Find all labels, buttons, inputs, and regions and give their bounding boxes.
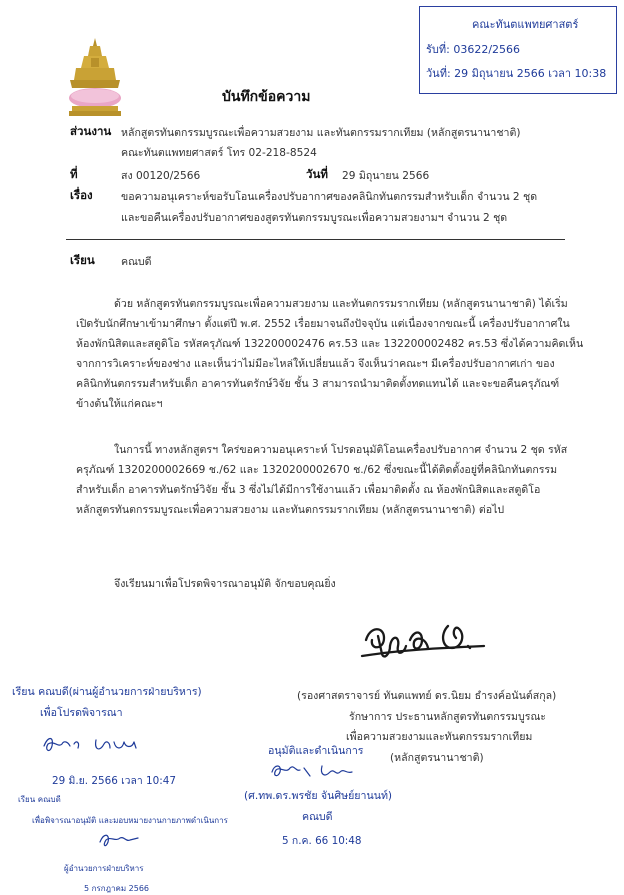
- body-p1-line-3: ห้องพักนิสิตและสตูดิโอ รหัสครุภัณฑ์ 132200002476 คร.53 และ 132200002482 คร.53 ซึ่งได้ความคิดเห็น: [76, 338, 584, 350]
- subject-line-2: และขอคืนเครื่องปรับอากาศของสูตรทันตกรรมบูรณะเพื่อความสวยงามฯ จำนวน 2 ชุด: [121, 212, 508, 224]
- date-value: 29 มิถุนายน 2566: [342, 170, 430, 182]
- route-for-consider: เพื่อโปรดพิจารณา: [40, 707, 123, 719]
- addressee-value: คณบดี: [121, 256, 152, 268]
- dept-label: ส่วนงาน: [70, 124, 112, 138]
- author-signature: [360, 610, 490, 670]
- subject-label: เรื่อง: [70, 188, 93, 202]
- body-p2-line-3: สำหรับเด็ก อาคารทันตรักษ์วิจัย ชั้น 3 ซึ่งไม่ได้มีการใช้งานแล้ว เพื่อมาติดตั้ง ณ ห้องพักนิสิตและสตูดิโอ: [76, 484, 541, 496]
- body-p1-line-2: เปิดรับนักศึกษาเข้ามาศึกษา ตั้งแต่ปี พ.ศ. 2552 เรื่อยมาจนถึงปัจจุบัน แต่เนื่องจากขณะนี้ เครื่องปรับอากาศใน: [76, 318, 570, 330]
- receipt-stamp: [419, 6, 617, 94]
- stamp-date: วันที่: 29 มิถุนายน 2566 เวลา 10:38: [426, 67, 607, 80]
- dean-date: 5 ก.ค. 66 10:48: [282, 835, 362, 847]
- subject-line-1: ขอความอนุเคราะห์ขอรับโอนเครื่องปรับอากาศของคลินิกทันตกรรมสำหรับเด็ก จำนวน 2 ชุด: [121, 191, 538, 203]
- addressee-label: เรียน: [70, 253, 95, 267]
- small-to-dean: เรียน คณบดี: [18, 795, 61, 804]
- body-p2-line-2: ครุภัณฑ์ 1320200002669 ช./62 และ 1320200002670 ช./62 ซึ่งขณะนี้ได้ติดตั้งอยู่ที่คลินิกทันตกรรม: [76, 464, 558, 476]
- approve-note: อนุมัติและดำเนินการ: [268, 745, 364, 757]
- header-divider: [66, 239, 565, 240]
- stamp-org: คณะทันตแพทยศาสตร์: [472, 18, 579, 31]
- body-p2-line-1: ในการนี้ ทางหลักสูตรฯ ใคร่ขอความอนุเคราะห์ โปรดอนุมัติโอนเครื่องปรับอากาศ จำนวน 2 ชุด รหัส: [114, 444, 568, 456]
- body-p1-line-4: จากการวิเคราะห์ของช่าง และเห็นว่าไม่มีอะไหล่ให้เปลี่ยนแล้ว จึงเห็นว่าคณะฯ มีเครื่องปรับอากาศเก่า ของ: [76, 358, 555, 370]
- director-date: 5 กรกฎาคม 2566: [84, 884, 150, 893]
- clerk-signature: [40, 730, 150, 760]
- signatory-title-3: (หลักสูตรนานาชาติ): [390, 752, 484, 764]
- body-p1-line-6: ข้างต้นให้แก่คณะฯ: [76, 398, 163, 410]
- stamp-receipt-no: รับที่: 03622/2566: [426, 43, 521, 56]
- date-label: วันที่: [306, 167, 328, 181]
- small-assign-note: เพื่อพิจารณาอนุมัติ และมอบหมายงานกายภาพดำเนินการ: [32, 816, 228, 825]
- dean-signature: [266, 756, 366, 786]
- signatory-title-1: รักษาการ ประธานหลักสูตรทันตกรรมบูรณะ: [349, 711, 546, 723]
- dean-name: (ศ.ทพ.ดร.พรชัย จันศิษย์ยานนท์): [244, 790, 393, 802]
- clerk-date: 29 มิ.ย. 2566 เวลา 10:47: [52, 775, 176, 787]
- route-to-dean: เรียน คณบดี(ผ่านผู้อำนวยการฝ่ายบริหาร): [12, 686, 202, 698]
- signatory-name: (รองศาสตราจารย์ ทันตแพทย์ ดร.นิยม ธำรงค์อนันต์สกุล): [297, 690, 557, 702]
- university-emblem: [66, 36, 124, 118]
- director-title: ผู้อำนวยการฝ่ายบริหาร: [64, 864, 144, 873]
- body-p1-line-1: ด้วย หลักสูตรทันตกรรมบูรณะเพื่อความสวยงาม และทันตกรรมรากเทียม (หลักสูตรนานาชาติ) ได้เริ่ม: [114, 298, 568, 310]
- dean-title: คณบดี: [302, 811, 333, 823]
- body-p2-line-4: หลักสูตรทันตกรรมบูรณะเพื่อความสวยงาม และทันตกรรมรากเทียม (หลักสูตรนานาชาติ) ต่อไป: [76, 504, 505, 516]
- ref-value: สง 00120/2566: [121, 170, 201, 182]
- closing-line: จึงเรียนมาเพื่อโปรดพิจารณาอนุมัติ จักขอบคุณยิ่ง: [114, 578, 336, 590]
- memo-title: บันทึกข้อความ: [222, 89, 311, 105]
- dept-line-2: คณะทันตแพทยศาสตร์ โทร 02-218-8524: [121, 147, 317, 159]
- signatory-title-2: เพื่อความสวยงามและทันตกรรมรากเทียม: [346, 731, 533, 743]
- director-signature: [96, 828, 146, 852]
- ref-label: ที่: [70, 167, 78, 181]
- dept-line-1: หลักสูตรทันตกรรมบูรณะเพื่อความสวยงาม และทันตกรรมรากเทียม (หลักสูตรนานาชาติ): [121, 127, 521, 139]
- body-p1-line-5: คลินิกทันตกรรมสำหรับเด็ก อาคารทันตรักษ์วิจัย ชั้น 3 สามารถนำมาติดตั้งทดแทนได้ และจะขอคืนครุภัณฑ์: [76, 378, 560, 390]
